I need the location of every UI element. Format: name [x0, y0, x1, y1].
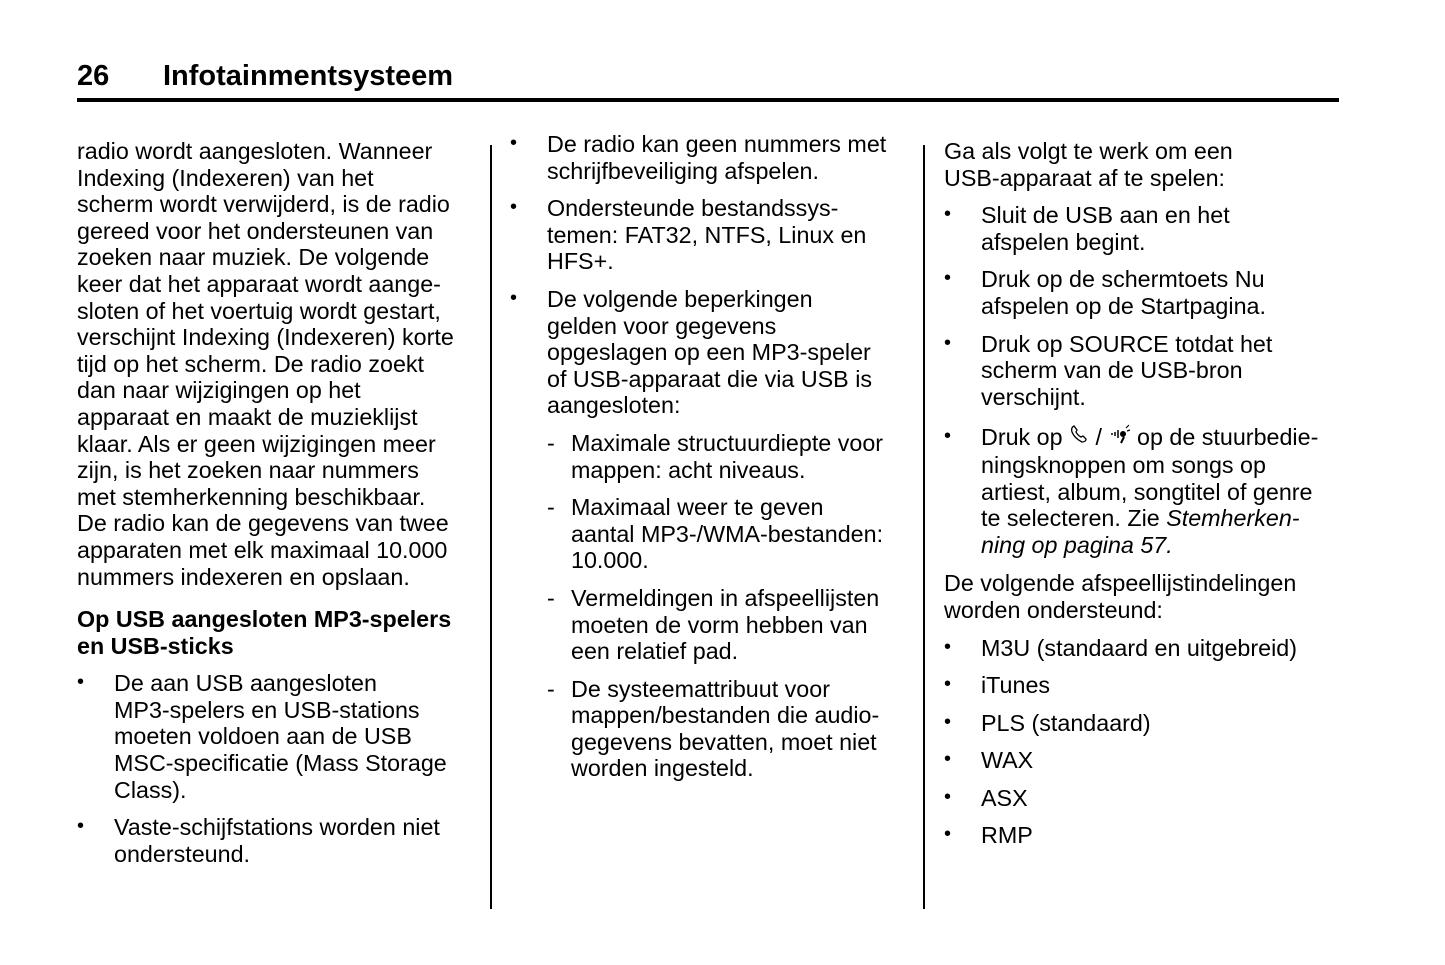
column-1	[77, 138, 482, 867]
sublist-item: - Vermeldingen in afspeellijsten moeten de vorm hebben van een relatief pad.	[547, 585, 910, 665]
usb-requirements-list	[77, 670, 482, 867]
list-item: • WAX	[944, 747, 1344, 774]
list-item: • PLS (standaard)	[944, 710, 1344, 737]
restrictions-sublist	[510, 430, 910, 782]
voice-recognition-link[interactable]: Stemherken-	[1166, 505, 1300, 532]
voice-recognition-icon	[1109, 424, 1131, 452]
sublist-item: - Maximaal weer te geven aantal MP3-/WMA-bestanden: 10.000.	[547, 494, 910, 574]
voice-recognition-link-cont[interactable]: ning op pagina 57	[981, 531, 1167, 558]
usb-play-intro: Ga als volgt te werk om een USB-apparaat af te spelen:	[944, 138, 1233, 191]
sublist-item: - Maximale structuurdiepte voor mappen: acht niveaus.	[547, 430, 910, 483]
list-item: • ASX	[944, 785, 1344, 812]
list-item: • De volgende beperkingen gelden voor gegevens opgeslagen op een MP3-speler of USB-apparaat die via USB is aangesloten: - Maximale structuurdiepte voor mappen: acht niveaus. - Maximaal weer te geven aantal MP3-/WMA-bestanden: 10.000. - Vermeldingen in afspeellijsten moeten de vorm hebben van een relatief pad. - De systeemattribuut voor mappen/bestanden die audio- gegevens bevatten, moet niet worden ingesteld.	[510, 286, 910, 782]
usb-subheading: Op USB aangesloten MP3-spelers en USB-sticks	[77, 606, 452, 659]
limitations-list	[510, 131, 910, 782]
page-header	[77, 58, 1339, 102]
column-3	[944, 138, 1344, 849]
list-item: • Druk op / op de stuurbedie- ningsknoppen om songs op artiest, album, songtitel of genre te selecteren. Zie Stemherken- ning op pagina 57.	[944, 424, 1344, 558]
sublist-item: - De systeemattribuut voor mappen/bestanden die audio- gegevens bevatten, moet niet worden ingesteld.	[547, 676, 910, 782]
list-item: • M3U (standaard en uitgebreid)	[944, 635, 1344, 662]
list-item: • iTunes	[944, 672, 1344, 699]
formats-intro: De volgende afspeellijstindelingen worden ondersteund:	[944, 570, 1297, 623]
list-item: • Druk op de schermtoets Nu afspelen op de Startpagina.	[944, 266, 1344, 319]
phone-handset-icon	[1069, 424, 1089, 452]
list-item: • RMP	[944, 822, 1344, 849]
list-item: • Ondersteunde bestandssys- temen: FAT32, NTFS, Linux en HFS+.	[510, 195, 910, 275]
list-item: • De radio kan geen nummers met schrijfbeveiliging afspelen.	[510, 131, 910, 184]
section-title: Infotainmentsysteem	[163, 60, 454, 92]
list-item: • Druk op SOURCE totdat het scherm van de USB-bron verschijnt.	[944, 331, 1344, 411]
playlist-formats-list	[944, 635, 1344, 850]
page-number: 26	[77, 60, 110, 92]
list-item: • Vaste-schijfstations worden niet ondersteund.	[77, 814, 482, 867]
list-item: • Sluit de USB aan en het afspelen begint.	[944, 202, 1344, 255]
column-divider-2	[923, 145, 925, 909]
intro-paragraph: radio wordt aangesloten. Wanneer Indexing (Indexeren) van het scherm wordt verwijderd, is de radio gereed voor het ondersteunen van zoeken naar muziek. De volgende keer dat het apparaat wordt aange- sloten of het voertuig wordt gestart, verschijnt Indexing (Indexeren) korte tijd op het scherm. De radio zoekt dan naar wijzigingen op het apparaat en maakt de muzieklijst klaar. Als er geen wijzigingen meer zijn, is het zoeken naar nummers met stemherkenning beschikbaar. De radio kan de gegevens van twee apparaten met elk maximaal 10.000 nummers indexeren en opslaan.	[77, 138, 454, 590]
column-2	[510, 131, 910, 782]
list-item: • De aan USB aangesloten MP3-spelers en USB-stations moeten voldoen aan de USB MSC-specificatie (Mass Storage Class).	[77, 670, 482, 803]
usb-play-steps	[944, 202, 1344, 558]
column-divider-1	[490, 145, 492, 909]
